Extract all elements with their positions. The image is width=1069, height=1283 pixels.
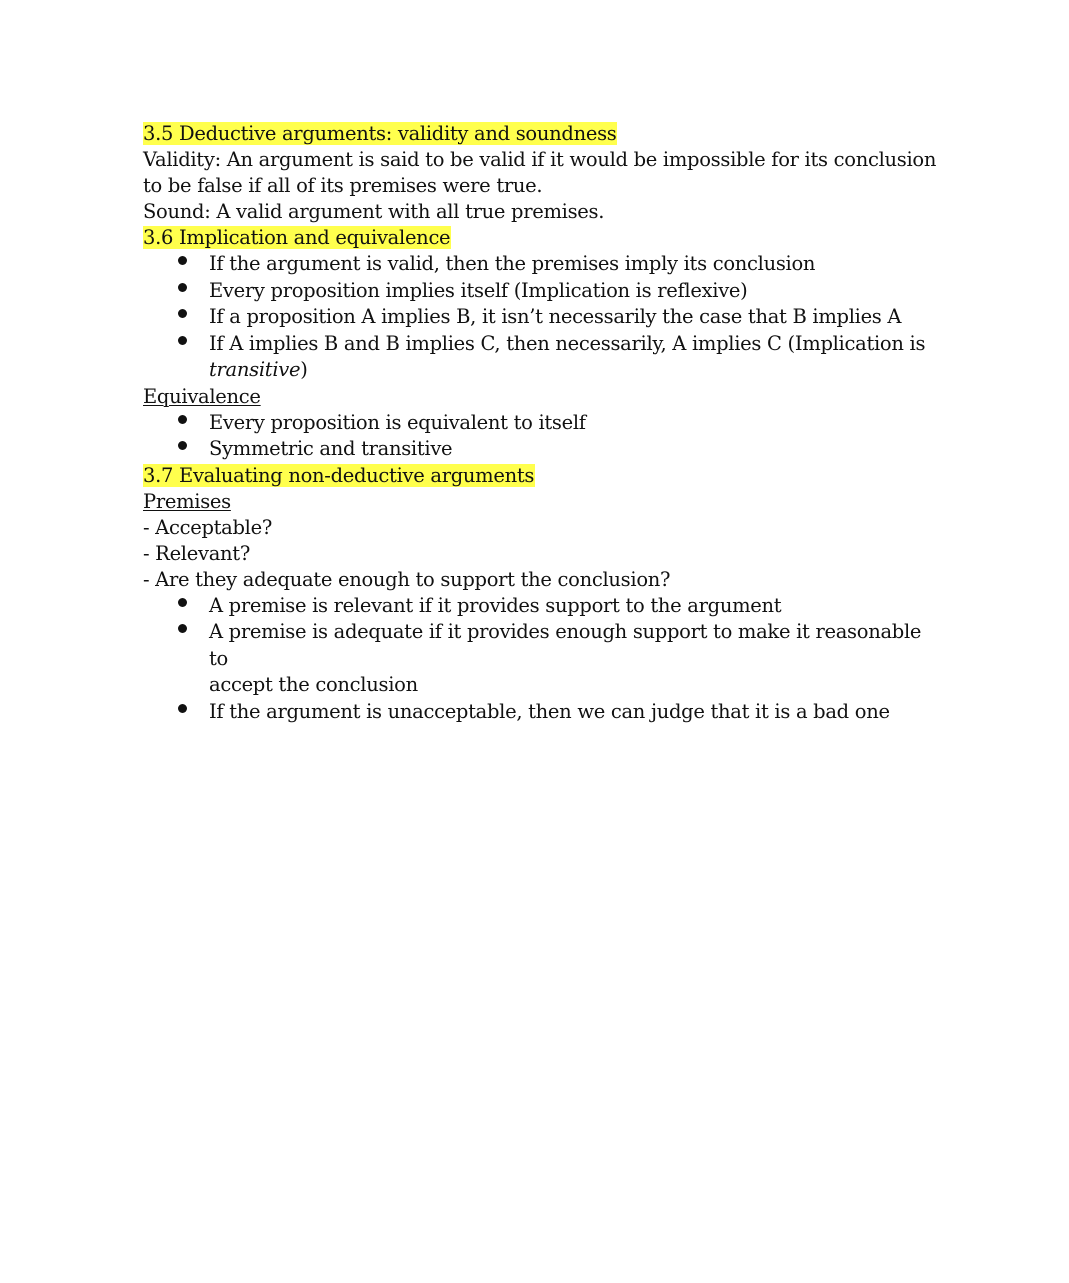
- validity-definition-line-2: to be false if all of its premises were true.: [143, 174, 543, 197]
- bullet-icon: [176, 410, 188, 437]
- list-item: [209, 251, 943, 278]
- heading-highlight: 3.7 Evaluating non-deductive arguments: [143, 463, 535, 487]
- equivalence-label: [143, 384, 943, 410]
- list-item: [209, 619, 943, 699]
- list-item: [209, 699, 943, 726]
- bullet-icon: [176, 278, 188, 305]
- list-item-text: If A implies B and B implies C, then necessarily, A implies C (Implication is: [209, 331, 926, 355]
- premises-label-text: Premises: [143, 489, 231, 513]
- list-item-text: If the argument is unacceptable, then we can judge that it is a bad one: [209, 699, 890, 723]
- list-item: [209, 278, 943, 305]
- list-item-text: Every proposition implies itself (Implication is reflexive): [209, 278, 748, 302]
- question-line: - Are they adequate enough to support the conclusion?: [143, 567, 671, 591]
- equivalence-label-text: Equivalence: [143, 384, 261, 408]
- validity-definition-line-1: Validity: An argument is said to be valid if it would be impossible for its conclusion: [143, 148, 937, 171]
- document-page: [143, 121, 943, 725]
- list-item-text-continued: accept the conclusion: [209, 673, 418, 696]
- bullet-icon: [176, 304, 188, 331]
- list-item-text: A premise is relevant if it provides support to the argument: [209, 593, 782, 617]
- closing-paren: ): [300, 358, 308, 381]
- list-item-text: Every proposition is equivalent to itself: [209, 410, 586, 434]
- list-item: [209, 331, 943, 384]
- heading-highlight: 3.5 Deductive arguments: validity and soundness: [143, 122, 617, 145]
- bullet-icon: [176, 331, 188, 358]
- bullet-icon: [176, 699, 188, 726]
- list-item-text: If the argument is valid, then the premises imply its conclusion: [209, 252, 816, 275]
- list-item: [209, 410, 943, 437]
- question-line: - Relevant?: [143, 541, 250, 565]
- bullet-icon: [176, 251, 188, 278]
- equivalence-bullet-list: [143, 410, 943, 463]
- list-item: [209, 593, 943, 620]
- list-item-text: If a proposition A implies B, it isn’t necessarily the case that B implies A: [209, 305, 902, 328]
- section-heading-3-6: [143, 225, 943, 251]
- list-item: [209, 304, 943, 331]
- list-item-text: A premise is adequate if it provides enough support to make it reasonable to: [209, 620, 922, 670]
- italic-term: transitive: [209, 358, 301, 381]
- section-heading-3-5: [143, 121, 943, 147]
- bullet-icon: [176, 619, 188, 646]
- section-heading-3-7: [143, 463, 943, 489]
- implication-bullet-list: [143, 251, 943, 384]
- list-item: [209, 436, 943, 463]
- list-item-text: Symmetric and transitive: [209, 437, 453, 460]
- question-line: - Acceptable?: [143, 515, 273, 539]
- sound-definition: Sound: A valid argument with all true premises.: [143, 200, 605, 223]
- bullet-icon: [176, 436, 188, 463]
- heading-highlight: 3.6 Implication and equivalence: [143, 226, 451, 249]
- premises-label: [143, 489, 943, 515]
- bullet-icon: [176, 593, 188, 620]
- premises-bullet-list: [143, 593, 943, 726]
